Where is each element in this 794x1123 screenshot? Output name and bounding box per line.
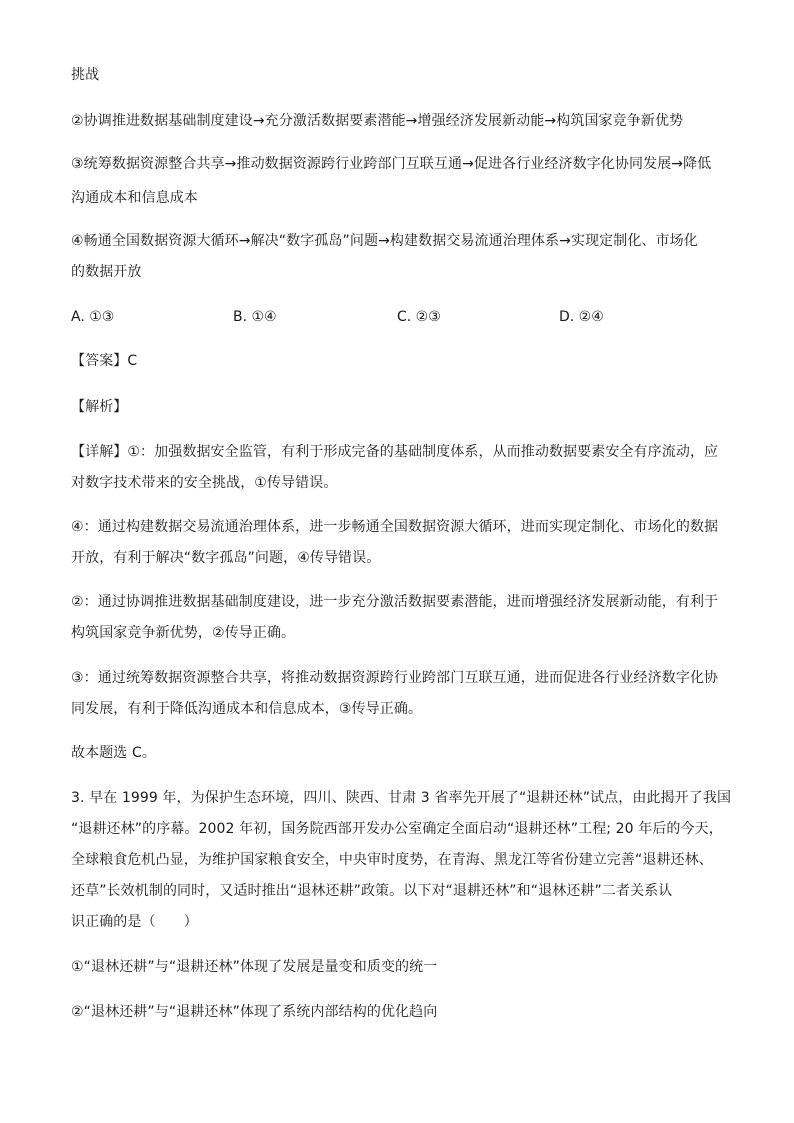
option-c: C. ②③ <box>397 309 441 325</box>
statement-4-line-1: ④畅通全国数据资源大循环→解决“数字孤岛”问题→构建数据交易流通治理体系→实现定制化、市场化 <box>71 233 698 249</box>
detail-line: ③：通过统筹数据资源整合共享，将推动数据资源跨行业跨部门互联互通，进而促进各行业经济数字化协 <box>71 670 719 686</box>
option-a: A. ①③ <box>71 309 115 325</box>
statement-2: ②协调推进数据基础制度建设→充分激活数据要素潜能→增强经济发展新动能→构筑国家竞争新优势 <box>71 113 684 129</box>
choice-1: ①“退林还耕”与“退耕还林”体现了发展是量变和质变的统一 <box>71 959 438 975</box>
detail-line: 同发展，有利于降低沟通成本和信息成本，③传导正确。 <box>71 701 423 717</box>
choice-2: ②“退林还耕”与“退耕还林”体现了系统内部结构的优化趋向 <box>71 1004 438 1020</box>
statement-3-line-1: ③统筹数据资源整合共享→推动数据资源跨行业跨部门互联互通→促进各行业经济数字化协同发展→降低 <box>71 156 712 172</box>
question-3-line: 识正确的是（ ） <box>71 914 198 930</box>
conclusion-line: 故本题选 C。 <box>71 745 156 761</box>
analysis-heading: 【解析】 <box>71 399 128 415</box>
question-3-line: 还草”长效机制的同时，又适时推出“退林还耕”政策。以下对“退耕还林”和“退林还耕”二者关系认 <box>71 883 673 899</box>
statement-3-line-2: 沟通成本和信息成本 <box>71 190 198 206</box>
detail-line: 开放，有利于解决“数字孤岛”问题，④传导错误。 <box>71 550 381 566</box>
option-b: B. ①④ <box>233 309 277 325</box>
detail-line: ④：通过构建数据交易流通治理体系，进一步畅通全国数据资源大循环，进而实现定制化、市场化的数据 <box>71 519 719 535</box>
question-3-line: 3. 早在 1999 年，为保护生态环境，四川、陕西、甘肃 3 省率先开展了“退耕还林”试点，由此揭开了我国 <box>71 790 732 806</box>
answer-options <box>71 308 731 326</box>
detail-line: 构筑国家竞争新优势，②传导正确。 <box>71 625 296 641</box>
detail-line: 【详解】①：加强数据安全监管，有利于形成完备的基础制度体系，从而推动数据要素安全有序流动，应 <box>71 444 719 460</box>
answer-label: 【答案】C <box>71 353 138 369</box>
text-line: 挑战 <box>71 67 100 83</box>
detail-line: ②：通过协调推进数据基础制度建设，进一步充分激活数据要素潜能，进而增强经济发展新动能，有利于 <box>71 594 719 610</box>
statement-4-line-2: 的数据开放 <box>71 264 142 280</box>
question-3-line: “退耕还林”的序幕。2002 年初，国务院西部开发办公室确定全面启动“退耕还林”工程; 20 年后的今天， <box>71 821 723 837</box>
question-3-line: 全球粮食危机凸显，为维护国家粮食安全，中央审时度势，在青海、黑龙江等省份建立完善“退耕还林、 <box>71 852 713 868</box>
option-d: D. ②④ <box>559 309 604 325</box>
detail-line: 对数字技术带来的安全挑战，①传导错误。 <box>71 475 338 491</box>
